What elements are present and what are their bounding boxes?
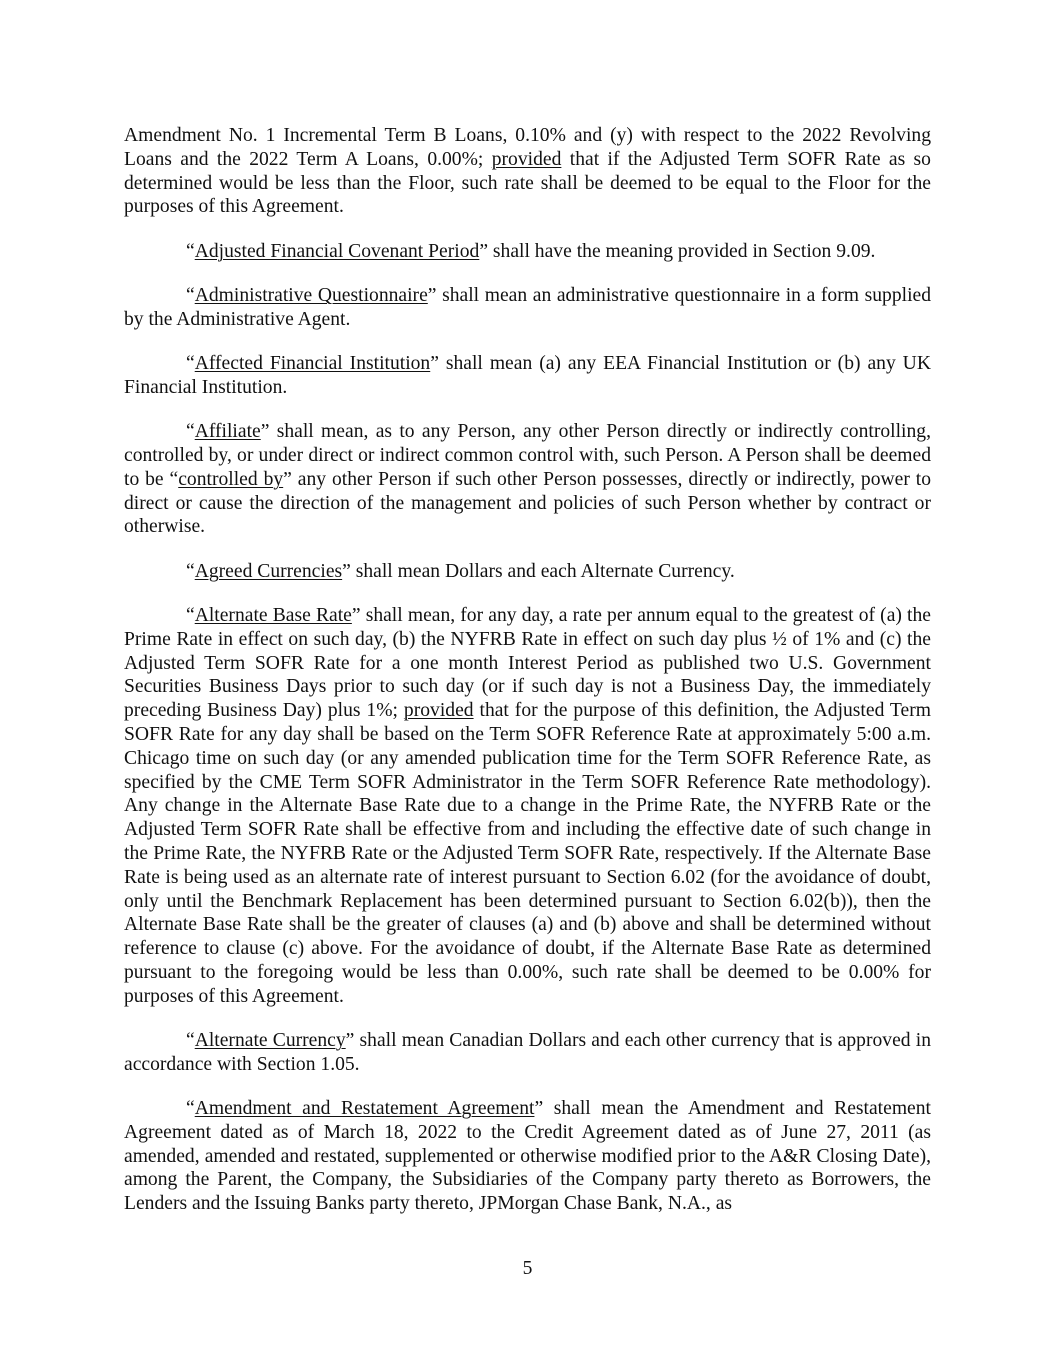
underlined-term: controlled by	[178, 468, 284, 490]
definition-text: ” shall mean Dollars and each Alternate Currency.	[342, 560, 735, 582]
definition-text: ” shall mean an administrative questionnaire in a form supplied by the Administrative Agent.	[124, 284, 932, 330]
definition-text: that for the purpose of this definition, the Adjusted Term SOFR Rate for any day shall be based on the Term SOFR Reference Rate at approximately 5:00 a.m. Chicago time on such day (or any amended publication time for the Term SOFR Reference Rate, as specified by the CME Term SOFR Administrator in the Term SOFR Reference Rate methodology). Any change in the Alternate Base Rate due to a change in the Prime Rate, the NYFRB Rate or the Adjusted Term SOFR Rate shall be effective from and including the effective date of such change in the Prime Rate, the NYFRB Rate or the Adjusted Term SOFR Rate, respectively. If the Alternate Base Rate is being used as an alternate rate of interest pursuant to Section 6.02 (for the avoidance of doubt, only until the Benchmark Replacement has been determined pursuant to Section 6.02(b)), then the Alternate Base Rate shall be the greater of clauses (a) and (b) above and shall be determined without reference to clause (c) above. For the avoidance of doubt, if the Alternate Base Rate as determined pursuant to the foregoing would be less than 0.00%, such rate shall be deemed to be 0.00% for purposes of this Agreement.	[124, 700, 931, 1007]
definition-administrative-questionnaire	[124, 284, 931, 332]
defined-term: Amendment and Restatement Agreement	[194, 1098, 535, 1120]
open-quote: “	[186, 240, 195, 262]
defined-term: Affected Financial Institution	[194, 353, 431, 375]
definition-alternate-currency	[124, 1029, 931, 1077]
paragraph-floor-continuation	[124, 124, 931, 219]
definition-text: ” shall mean, for any day, a rate per annum equal to the greatest of (a) the Prime Rate in effect on such day, (b) the NYFRB Rate in effect on such day plus ½ of 1% and (c) the Adjusted Term SOFR Rate for a one month Interest Period as published two U.S. Government Securities Business Days prior to such day (or if such day is not a Business Day, the immediately preceding Business Day) plus 1%;	[124, 604, 931, 722]
open-quote: “	[186, 560, 195, 582]
defined-term: Administrative Questionnaire	[194, 284, 428, 306]
definition-agreed-currencies	[124, 560, 931, 584]
open-quote: “	[186, 1098, 195, 1120]
text: Amendment No. 1 Incremental Term B Loans, 0.10% and (y) with respect to the 2022 Revolving Loans and the 2022 Term A Loans, 0.00%;	[124, 125, 931, 170]
definition-text: ” shall mean, as to any Person, any other Person directly or indirectly controlling, controlled by, or under direct or indirect common control with, such Person. A Person shall be deemed to be “	[124, 421, 931, 490]
defined-term: Alternate Base Rate	[194, 604, 352, 626]
page-number: 5	[522, 1258, 533, 1279]
defined-term: Alternate Currency	[194, 1030, 346, 1051]
defined-term: Affiliate	[194, 421, 261, 443]
definition-affected-financial-institution	[124, 352, 931, 400]
underlined-term: provided	[491, 148, 562, 170]
defined-term: Agreed Currencies	[194, 560, 343, 582]
definition-affiliate	[124, 420, 931, 539]
open-quote: “	[186, 421, 195, 443]
definition-alternate-base-rate	[124, 604, 931, 1009]
open-quote: “	[186, 353, 195, 375]
definition-text: ” shall mean the Amendment and Restatement Agreement dated as of March 18, 2022 to the Credit Agreement dated as of June 27, 2011 (as amended, amended and restated, supplemented or otherwise modified prior to the A&R Closing Date), among the Parent, the Company, the Subsidiaries of the Company party thereto as Borrowers, the Lenders and the Issuing Banks party thereto, JPMorgan Chase Bank, N.A., as	[124, 1098, 931, 1215]
open-quote: “	[186, 1030, 195, 1051]
text: that if the Adjusted Term SOFR Rate as so determined would be less than the Floor, such rate shall be deemed to be equal to the Floor for the purposes of this Agreement.	[124, 148, 931, 218]
definition-text: ” shall mean (a) any EEA Financial Institution or (b) any UK Financial Institution.	[124, 353, 931, 398]
document-body	[124, 124, 931, 1237]
definition-text: ” any other Person if such other Person possesses, directly or indirectly, power to direct or cause the direction of the management and policies of such Person whether by contract or otherwise.	[124, 468, 931, 538]
underlined-term: provided	[403, 700, 474, 722]
open-quote: “	[186, 604, 195, 626]
definition-adjusted-financial-covenant-period	[124, 240, 931, 264]
definition-amendment-and-restatement-agreement	[124, 1097, 931, 1216]
open-quote: “	[186, 284, 195, 306]
definition-text: ” shall have the meaning provided in Section 9.09.	[479, 240, 876, 262]
definition-text: ” shall mean Canadian Dollars and each other currency that is approved in accordance with Section 1.05.	[124, 1030, 931, 1075]
defined-term: Adjusted Financial Covenant Period	[194, 240, 480, 262]
